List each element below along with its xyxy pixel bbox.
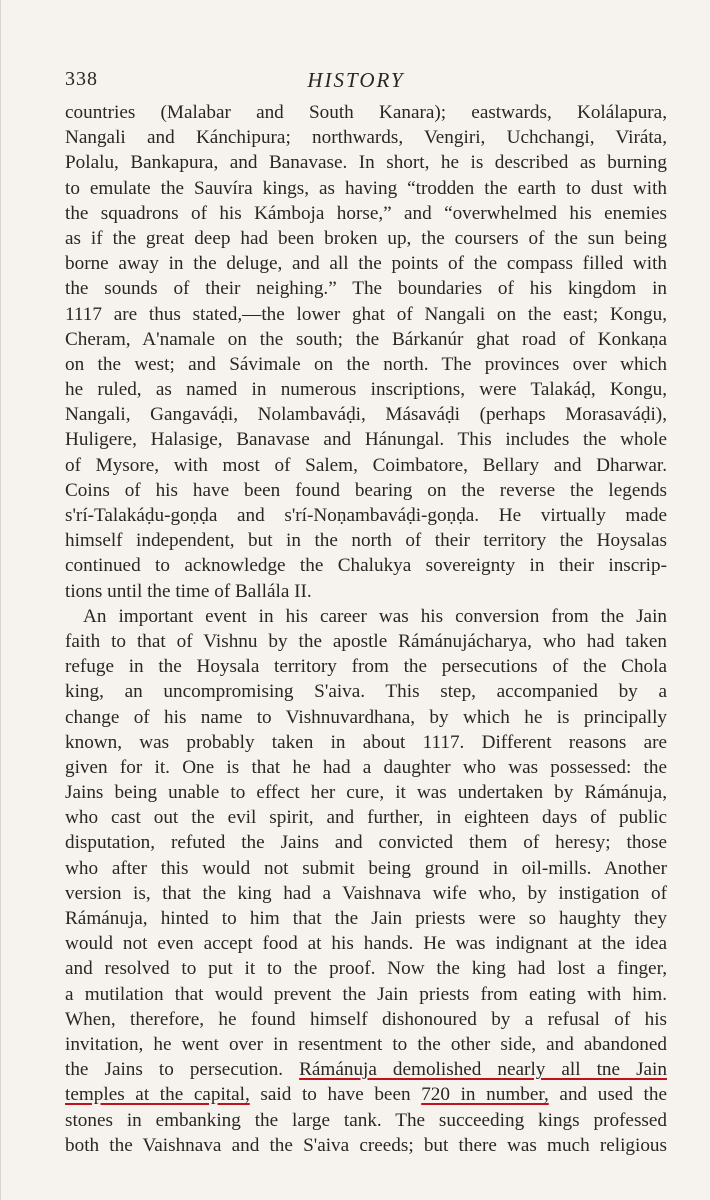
running-head: HISTORY bbox=[307, 68, 405, 92]
text-line: as if the great deep had been broken up, the coursers of the sun being bbox=[65, 227, 667, 249]
text-line: stones in embanking the large tank. The succeeding kings professed bbox=[65, 1109, 667, 1131]
text-line: refuge in the Hoysala territory from the persecutions of the Chola bbox=[65, 656, 667, 678]
text-line: continued to acknowledge the Chalukya sovereignty in their inscrip- bbox=[65, 555, 667, 577]
text-line: who after this would not submit being ground in oil-mills. Another bbox=[65, 857, 667, 879]
text-line: When, therefore, he found himself dishonoured by a refusal of his bbox=[65, 1008, 667, 1030]
text-line: borne away in the deluge, and all the points of the compass filled with bbox=[65, 253, 667, 275]
text-line: and resolved to put it to the proof. Now the king had lost a finger, bbox=[65, 958, 667, 980]
text-line: Cheram, A'namale on the south; the Bárkanúr ghat road of Konkaṇa bbox=[65, 328, 667, 350]
text-line: 1117 are thus stated,—the lower ghat of Nangali on the east; Kongu, bbox=[65, 303, 667, 325]
text-line: Huligere, Halasige, Banavase and Hánungal. This includes the whole bbox=[65, 429, 667, 451]
text-line: given for it. One is that he had a daughter who was possessed: the bbox=[65, 756, 667, 778]
text-line: An important event in his career was his conversion from the Jain bbox=[83, 605, 667, 627]
text-line: Nangali and Kánchipura; northwards, Vengiri, Uchchangi, Viráta, bbox=[65, 127, 667, 149]
text-line: Coins of his have been found bearing on the reverse the legends bbox=[65, 479, 667, 501]
text-line: the sounds of their neighing.” The boundaries of his kingdom in bbox=[65, 278, 667, 300]
text-line: faith to that of Vishnu by the apostle Rámánujácharya, who had taken bbox=[65, 630, 667, 652]
body-text bbox=[65, 100, 667, 1158]
underlined-highlight: Rámánuja demolished nearly all tne Jain bbox=[299, 1059, 667, 1081]
text-line: king, an uncompromising S'aiva. This step, accompanied by a bbox=[65, 681, 667, 703]
underlined-highlight: temples at the capital, bbox=[65, 1084, 250, 1106]
text-segment: the Jains to persecution. bbox=[65, 1059, 300, 1081]
text-line: Rámánuja, hinted to him that the Jain priests were so haughty they bbox=[65, 908, 667, 929]
text-segment: and used the bbox=[548, 1084, 667, 1106]
underlined-highlight: 720 in number, bbox=[421, 1084, 549, 1106]
text-line: on the west; and Sávimale on the north. The provinces over which bbox=[65, 353, 667, 375]
text-line: version is, that the king had a Vaishnava wife who, by instigation of bbox=[65, 882, 667, 904]
text-line: known, was probably taken in about 1117. Different reasons are bbox=[65, 731, 667, 753]
text-line: Jains being unable to effect her cure, it was undertaken by Rámánuja, bbox=[65, 782, 667, 804]
text-line: of Mysore, with most of Salem, Coimbatore, Bellary and Dharwar. bbox=[65, 454, 667, 476]
text-line: he ruled, as named in numerous inscriptions, were Talakáḍ, Kongu, bbox=[65, 379, 667, 401]
text-line: change of his name to Vishnuvardhana, by which he is principally bbox=[65, 706, 667, 728]
text-line: to emulate the Sauvíra kings, as having “trodden the earth to dust with bbox=[65, 177, 667, 199]
text-line: countries (Malabar and South Kanara); eastwards, Kolálapura, bbox=[65, 102, 667, 123]
text-line: himself independent, but in the north of their territory the Hoysalas bbox=[65, 530, 667, 552]
text-line-underlined bbox=[65, 1057, 667, 1082]
text-line: both the Vaishnava and the S'aiva creeds; but there was much religious bbox=[65, 1134, 667, 1156]
text-line: invitation, he went over in resentment to the other side, and abandoned bbox=[65, 1033, 667, 1055]
text-line: tions until the time of Ballála II. bbox=[65, 580, 312, 602]
text-line: who cast out the evil spirit, and further, in eighteen days of public bbox=[65, 807, 667, 829]
text-line: a mutilation that would prevent the Jain priests from eating with him. bbox=[65, 983, 667, 1005]
text-line: disputation, refuted the Jains and convicted them of heresy; those bbox=[65, 832, 667, 854]
paragraph-1 bbox=[65, 100, 667, 604]
text-segment: said to have been bbox=[249, 1084, 422, 1106]
text-line: Polalu, Bankapura, and Banavase. In short, he is described as burning bbox=[65, 152, 667, 174]
page-number: 338 bbox=[65, 68, 98, 90]
page-header bbox=[1, 58, 710, 98]
paragraph-2 bbox=[65, 604, 667, 1158]
text-line: the squadrons of his Kámboja horse,” and “overwhelmed his enemies bbox=[65, 202, 667, 224]
text-line: Nangali, Gangaváḍi, Nolambaváḍi, Másaváḍi (perhaps Morasaváḍi), bbox=[65, 404, 667, 426]
text-line-underlined bbox=[65, 1082, 667, 1107]
text-line: would not even accept food at his hands. He was indignant at the idea bbox=[65, 933, 667, 955]
text-line: s'rí-Talakáḍu-goṇḍa and s'rí-Noṇambaváḍi-goṇḍa. He virtually made bbox=[65, 505, 667, 526]
